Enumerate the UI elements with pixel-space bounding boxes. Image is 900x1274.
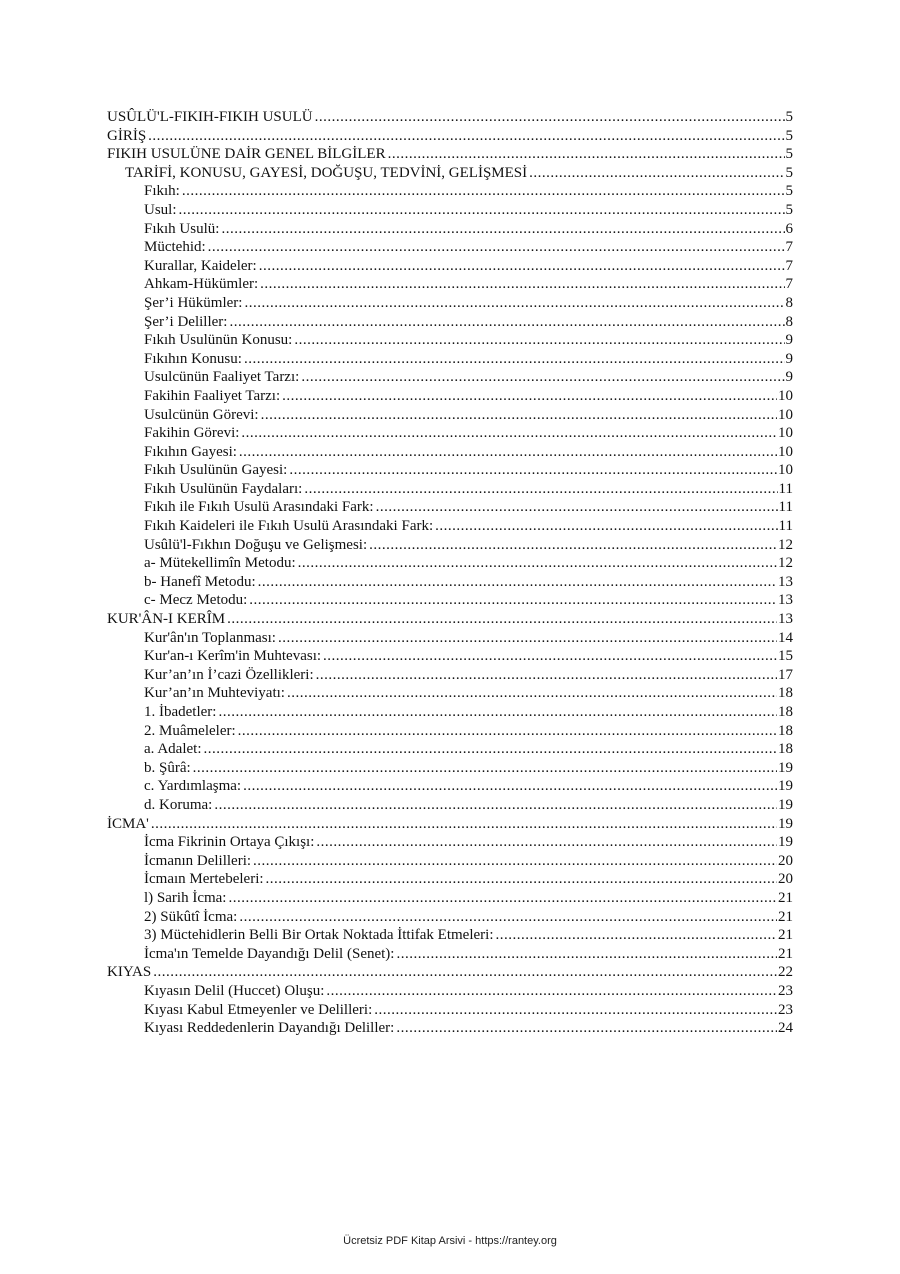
toc-dot-leader [249, 591, 777, 610]
toc-entry[interactable] [107, 833, 793, 852]
toc-dot-leader [294, 331, 784, 350]
toc-dot-leader [241, 424, 777, 443]
toc-entry[interactable] [107, 852, 793, 871]
toc-entry-page-number: 10 [778, 425, 793, 442]
toc-entry-page-number: 17 [778, 666, 793, 683]
toc-entry-title: Usul: [144, 201, 177, 218]
toc-entry[interactable] [107, 406, 793, 425]
toc-entry-title: Usulcünün Görevi: [144, 406, 259, 423]
toc-entry[interactable] [107, 498, 793, 517]
toc-entry-title: 1. İbadetler: [144, 704, 217, 720]
toc-dot-leader [278, 629, 777, 648]
toc-entry-page-number: 5 [785, 201, 793, 218]
toc-entry[interactable] [107, 424, 793, 443]
toc-entry-title: Fıkıhın Gayesi: [144, 443, 237, 460]
toc-entry-title: Fakihin Faaliyet Tarzı: [144, 387, 281, 404]
toc-entry-page-number: 13 [778, 592, 793, 609]
toc-entry[interactable] [107, 647, 793, 666]
toc-dot-leader [315, 108, 785, 127]
toc-dot-leader [529, 164, 784, 183]
toc-entry-page-number: 13 [778, 611, 793, 628]
toc-dot-leader [243, 777, 777, 796]
toc-dot-leader [374, 1001, 777, 1020]
toc-dot-leader [179, 201, 785, 220]
toc-entry-title: KIYAS [107, 964, 152, 981]
toc-entry-title: Şer’i Hükümler: [144, 294, 243, 311]
toc-dot-leader [316, 666, 777, 685]
toc-entry-page-number: 19 [778, 796, 793, 813]
toc-entry-page-number: 24 [778, 1020, 793, 1037]
table-of-contents [107, 108, 793, 1038]
toc-dot-leader [323, 647, 777, 666]
toc-entry-page-number: 10 [778, 462, 793, 479]
toc-dot-leader [221, 220, 784, 239]
toc-dot-leader [376, 498, 778, 517]
toc-entry[interactable] [107, 127, 793, 146]
toc-entry-page-number: 9 [785, 350, 793, 367]
toc-entry-page-number: 12 [778, 536, 793, 553]
toc-entry[interactable] [107, 1019, 793, 1038]
toc-entry-page-number: 11 [778, 518, 793, 535]
toc-entry-page-number: 14 [778, 629, 793, 646]
toc-entry-page-number: 7 [785, 257, 793, 274]
toc-entry-page-number: 11 [778, 480, 793, 497]
toc-entry-title: Fıkıh Usulünün Konusu: [144, 332, 293, 349]
toc-entry-title: Kıyasın Delil (Huccet) Oluşu: [144, 982, 325, 999]
toc-dot-leader [495, 926, 777, 945]
toc-entry-title: İcmanın Delilleri: [144, 852, 252, 869]
toc-entry[interactable] [107, 536, 793, 555]
toc-entry-title: KUR'ÂN-I KERÎM [107, 611, 226, 628]
toc-dot-leader [253, 852, 777, 871]
toc-dot-leader [287, 684, 777, 703]
toc-entry-page-number: 10 [778, 443, 793, 460]
toc-dot-leader [227, 610, 777, 629]
toc-entry[interactable] [107, 368, 793, 387]
toc-entry-title: Şer’i Deliller: [144, 313, 228, 330]
toc-entry[interactable] [107, 870, 793, 889]
toc-entry[interactable] [107, 238, 793, 257]
toc-dot-leader [266, 870, 777, 889]
toc-entry[interactable] [107, 722, 793, 741]
toc-entry[interactable] [107, 331, 793, 350]
page-footer: Ücretsiz PDF Kitap Arsivi - https://rantey.org [343, 1235, 557, 1247]
toc-entry-page-number: 18 [778, 704, 793, 720]
toc-dot-leader [316, 833, 777, 852]
toc-entry-title: Fıkıh Kaideleri ile Fıkıh Usulü Arasındaki Fark: [144, 518, 434, 535]
toc-dot-leader [151, 815, 777, 834]
toc-dot-leader [396, 1019, 777, 1038]
toc-entry-page-number: 5 [785, 127, 793, 144]
toc-entry-title: Fıkıhın Konusu: [144, 350, 242, 367]
toc-entry-title: Kur’an’ın Muhteviyatı: [144, 685, 285, 702]
toc-entry-title: FIKIH USULÜNE DAİR GENEL BİLGİLER [107, 146, 386, 163]
toc-entry[interactable] [107, 145, 793, 164]
toc-entry[interactable] [107, 257, 793, 276]
toc-entry-title: Kur'an-ı Kerîm'in Muhtevası: [144, 648, 322, 665]
toc-entry[interactable] [107, 1001, 793, 1020]
toc-dot-leader [298, 554, 777, 573]
toc-dot-leader [259, 257, 785, 276]
toc-dot-leader [153, 963, 777, 982]
toc-entry[interactable] [107, 759, 793, 778]
toc-entry-title: a- Mütekellimîn Metodu: [144, 555, 296, 572]
toc-entry-page-number: 15 [778, 648, 793, 665]
toc-entry-page-number: 8 [785, 313, 793, 330]
toc-entry-title: Fıkıh ile Fıkıh Usulü Arasındaki Fark: [144, 499, 374, 516]
toc-entry-page-number: 19 [778, 778, 793, 795]
toc-dot-leader [435, 517, 777, 536]
toc-entry-title: c. Yardımlaşma: [144, 778, 242, 795]
toc-dot-leader [304, 480, 777, 499]
toc-entry[interactable] [107, 387, 793, 406]
toc-entry[interactable] [107, 703, 793, 722]
toc-entry[interactable] [107, 220, 793, 239]
toc-entry-title: Fıkıh: [144, 183, 180, 200]
toc-entry-page-number: 12 [778, 555, 793, 572]
toc-entry[interactable] [107, 164, 793, 183]
toc-entry[interactable] [107, 815, 793, 834]
toc-entry-page-number: 21 [778, 927, 793, 944]
toc-entry[interactable] [107, 796, 793, 815]
toc-entry-title: 2. Muâmeleler: [144, 722, 236, 739]
toc-entry-page-number: 5 [785, 109, 793, 125]
toc-entry-title: b- Hanefî Metodu: [144, 573, 256, 590]
toc-dot-leader [244, 294, 784, 313]
toc-entry[interactable] [107, 945, 793, 964]
toc-entry-page-number: 18 [778, 741, 793, 758]
toc-entry-page-number: 20 [778, 871, 793, 888]
toc-entry[interactable] [107, 350, 793, 369]
toc-entry-page-number: 7 [785, 276, 793, 293]
toc-entry-page-number: 9 [785, 332, 793, 349]
toc-entry-title: TARİFİ, KONUSU, GAYESİ, DOĞUŞU, TEDVİNİ, GELİŞMESİ [125, 164, 528, 181]
toc-entry-page-number: 21 [778, 945, 793, 962]
toc-dot-leader [369, 536, 777, 555]
toc-entry-title: İCMA' [107, 815, 149, 832]
toc-entry-title: İcmaın Mertebeleri: [144, 871, 264, 888]
toc-entry-page-number: 11 [778, 499, 793, 516]
toc-entry[interactable] [107, 573, 793, 592]
toc-entry-title: Kur'ân'ın Toplanması: [144, 629, 276, 646]
toc-entry-page-number: 7 [785, 239, 793, 256]
toc-dot-leader [148, 127, 784, 146]
toc-entry[interactable] [107, 182, 793, 201]
toc-entry[interactable] [107, 108, 793, 127]
toc-dot-leader [301, 368, 784, 387]
toc-entry-page-number: 22 [778, 964, 793, 981]
toc-dot-leader [396, 945, 777, 964]
toc-dot-leader [260, 275, 784, 294]
toc-entry-page-number: 19 [778, 815, 793, 832]
toc-dot-leader [244, 350, 785, 369]
toc-entry[interactable] [107, 926, 793, 945]
toc-entry-page-number: 21 [778, 908, 793, 925]
toc-entry-title: Usulcünün Faaliyet Tarzı: [144, 369, 300, 386]
toc-entry[interactable] [107, 591, 793, 610]
toc-entry[interactable] [107, 666, 793, 685]
toc-entry-title: Ahkam-Hükümler: [144, 276, 259, 293]
toc-entry-page-number: 23 [778, 982, 793, 999]
toc-dot-leader [282, 387, 777, 406]
toc-entry-page-number: 5 [785, 164, 793, 181]
toc-entry-page-number: 5 [785, 183, 793, 200]
toc-dot-leader [193, 759, 777, 778]
toc-entry[interactable] [107, 684, 793, 703]
toc-entry[interactable] [107, 443, 793, 462]
toc-entry[interactable] [107, 275, 793, 294]
toc-entry-title: Kıyası Kabul Etmeyenler ve Delilleri: [144, 1001, 373, 1018]
toc-entry-page-number: 23 [778, 1001, 793, 1018]
toc-entry-title: b. Şûrâ: [144, 759, 191, 776]
toc-entry[interactable] [107, 480, 793, 499]
toc-entry-title: GİRİŞ [107, 127, 147, 144]
toc-entry[interactable] [107, 461, 793, 480]
toc-entry-page-number: 5 [785, 146, 793, 163]
toc-entry[interactable] [107, 517, 793, 536]
toc-entry[interactable] [107, 777, 793, 796]
toc-entry-page-number: 10 [778, 387, 793, 404]
toc-dot-leader [239, 443, 777, 462]
toc-entry-title: Fıkıh Usulü: [144, 220, 220, 237]
toc-entry[interactable] [107, 629, 793, 648]
toc-entry-title: c- Mecz Metodu: [144, 592, 248, 609]
toc-entry-page-number: 8 [785, 294, 793, 311]
toc-dot-leader [229, 313, 784, 332]
toc-entry-title: a. Adalet: [144, 741, 202, 758]
toc-entry[interactable] [107, 554, 793, 573]
toc-entry-title: Kurallar, Kaideler: [144, 257, 257, 274]
toc-entry-title: İcma'ın Temelde Dayandığı Delil (Senet): [144, 945, 395, 962]
toc-entry-title: Müctehid: [144, 239, 206, 256]
toc-dot-leader [289, 461, 777, 480]
toc-entry-page-number: 18 [778, 685, 793, 702]
toc-entry-title: Usûlü'l-Fıkhın Doğuşu ve Gelişmesi: [144, 536, 368, 553]
toc-entry-page-number: 18 [778, 722, 793, 739]
toc-dot-leader [228, 889, 777, 908]
toc-entry-page-number: 6 [785, 220, 793, 237]
toc-entry-title: USÛLÜ'L-FIKIH-FIKIH USULÜ [107, 109, 313, 125]
toc-dot-leader [208, 238, 785, 257]
toc-entry[interactable] [107, 889, 793, 908]
toc-entry-title: Fıkıh Usulünün Gayesi: [144, 462, 288, 479]
toc-entry-page-number: 19 [778, 834, 793, 851]
toc-dot-leader [258, 573, 777, 592]
toc-entry-title: Kıyası Reddedenlerin Dayandığı Deliller: [144, 1020, 395, 1037]
toc-entry-title: l) Sarih İcma: [144, 889, 227, 906]
toc-dot-leader [203, 740, 777, 759]
toc-entry-page-number: 9 [785, 369, 793, 386]
toc-entry-title: İcma Fikrinin Ortaya Çıkışı: [144, 834, 315, 851]
toc-dot-leader [388, 145, 785, 164]
toc-entry[interactable] [107, 294, 793, 313]
toc-entry[interactable] [107, 610, 793, 629]
toc-dot-leader [214, 796, 777, 815]
toc-dot-leader [326, 982, 777, 1001]
toc-entry-title: Fıkıh Usulünün Faydaları: [144, 480, 303, 497]
toc-entry-page-number: 21 [778, 889, 793, 906]
toc-entry[interactable] [107, 908, 793, 927]
toc-entry[interactable] [107, 963, 793, 982]
toc-dot-leader [239, 908, 777, 927]
toc-entry-title: d. Koruma: [144, 796, 213, 813]
toc-entry-title: Fakihin Görevi: [144, 425, 240, 442]
toc-entry-title: 3) Müctehidlerin Belli Bir Ortak Noktada İttifak Etmeleri: [144, 927, 494, 944]
toc-dot-leader [182, 182, 785, 201]
toc-dot-leader [261, 406, 777, 425]
toc-entry[interactable] [107, 740, 793, 759]
toc-dot-leader [218, 703, 777, 722]
toc-entry-page-number: 13 [778, 573, 793, 590]
toc-entry-page-number: 20 [778, 852, 793, 869]
toc-entry-page-number: 19 [778, 759, 793, 776]
toc-entry-title: 2) Sükûtî İcma: [144, 908, 238, 925]
toc-entry[interactable] [107, 982, 793, 1001]
toc-entry[interactable] [107, 313, 793, 332]
toc-entry[interactable] [107, 201, 793, 220]
toc-dot-leader [238, 722, 777, 741]
toc-entry-title: Kur’an’ın İ’cazi Özellikleri: [144, 666, 314, 683]
toc-entry-page-number: 10 [778, 406, 793, 423]
